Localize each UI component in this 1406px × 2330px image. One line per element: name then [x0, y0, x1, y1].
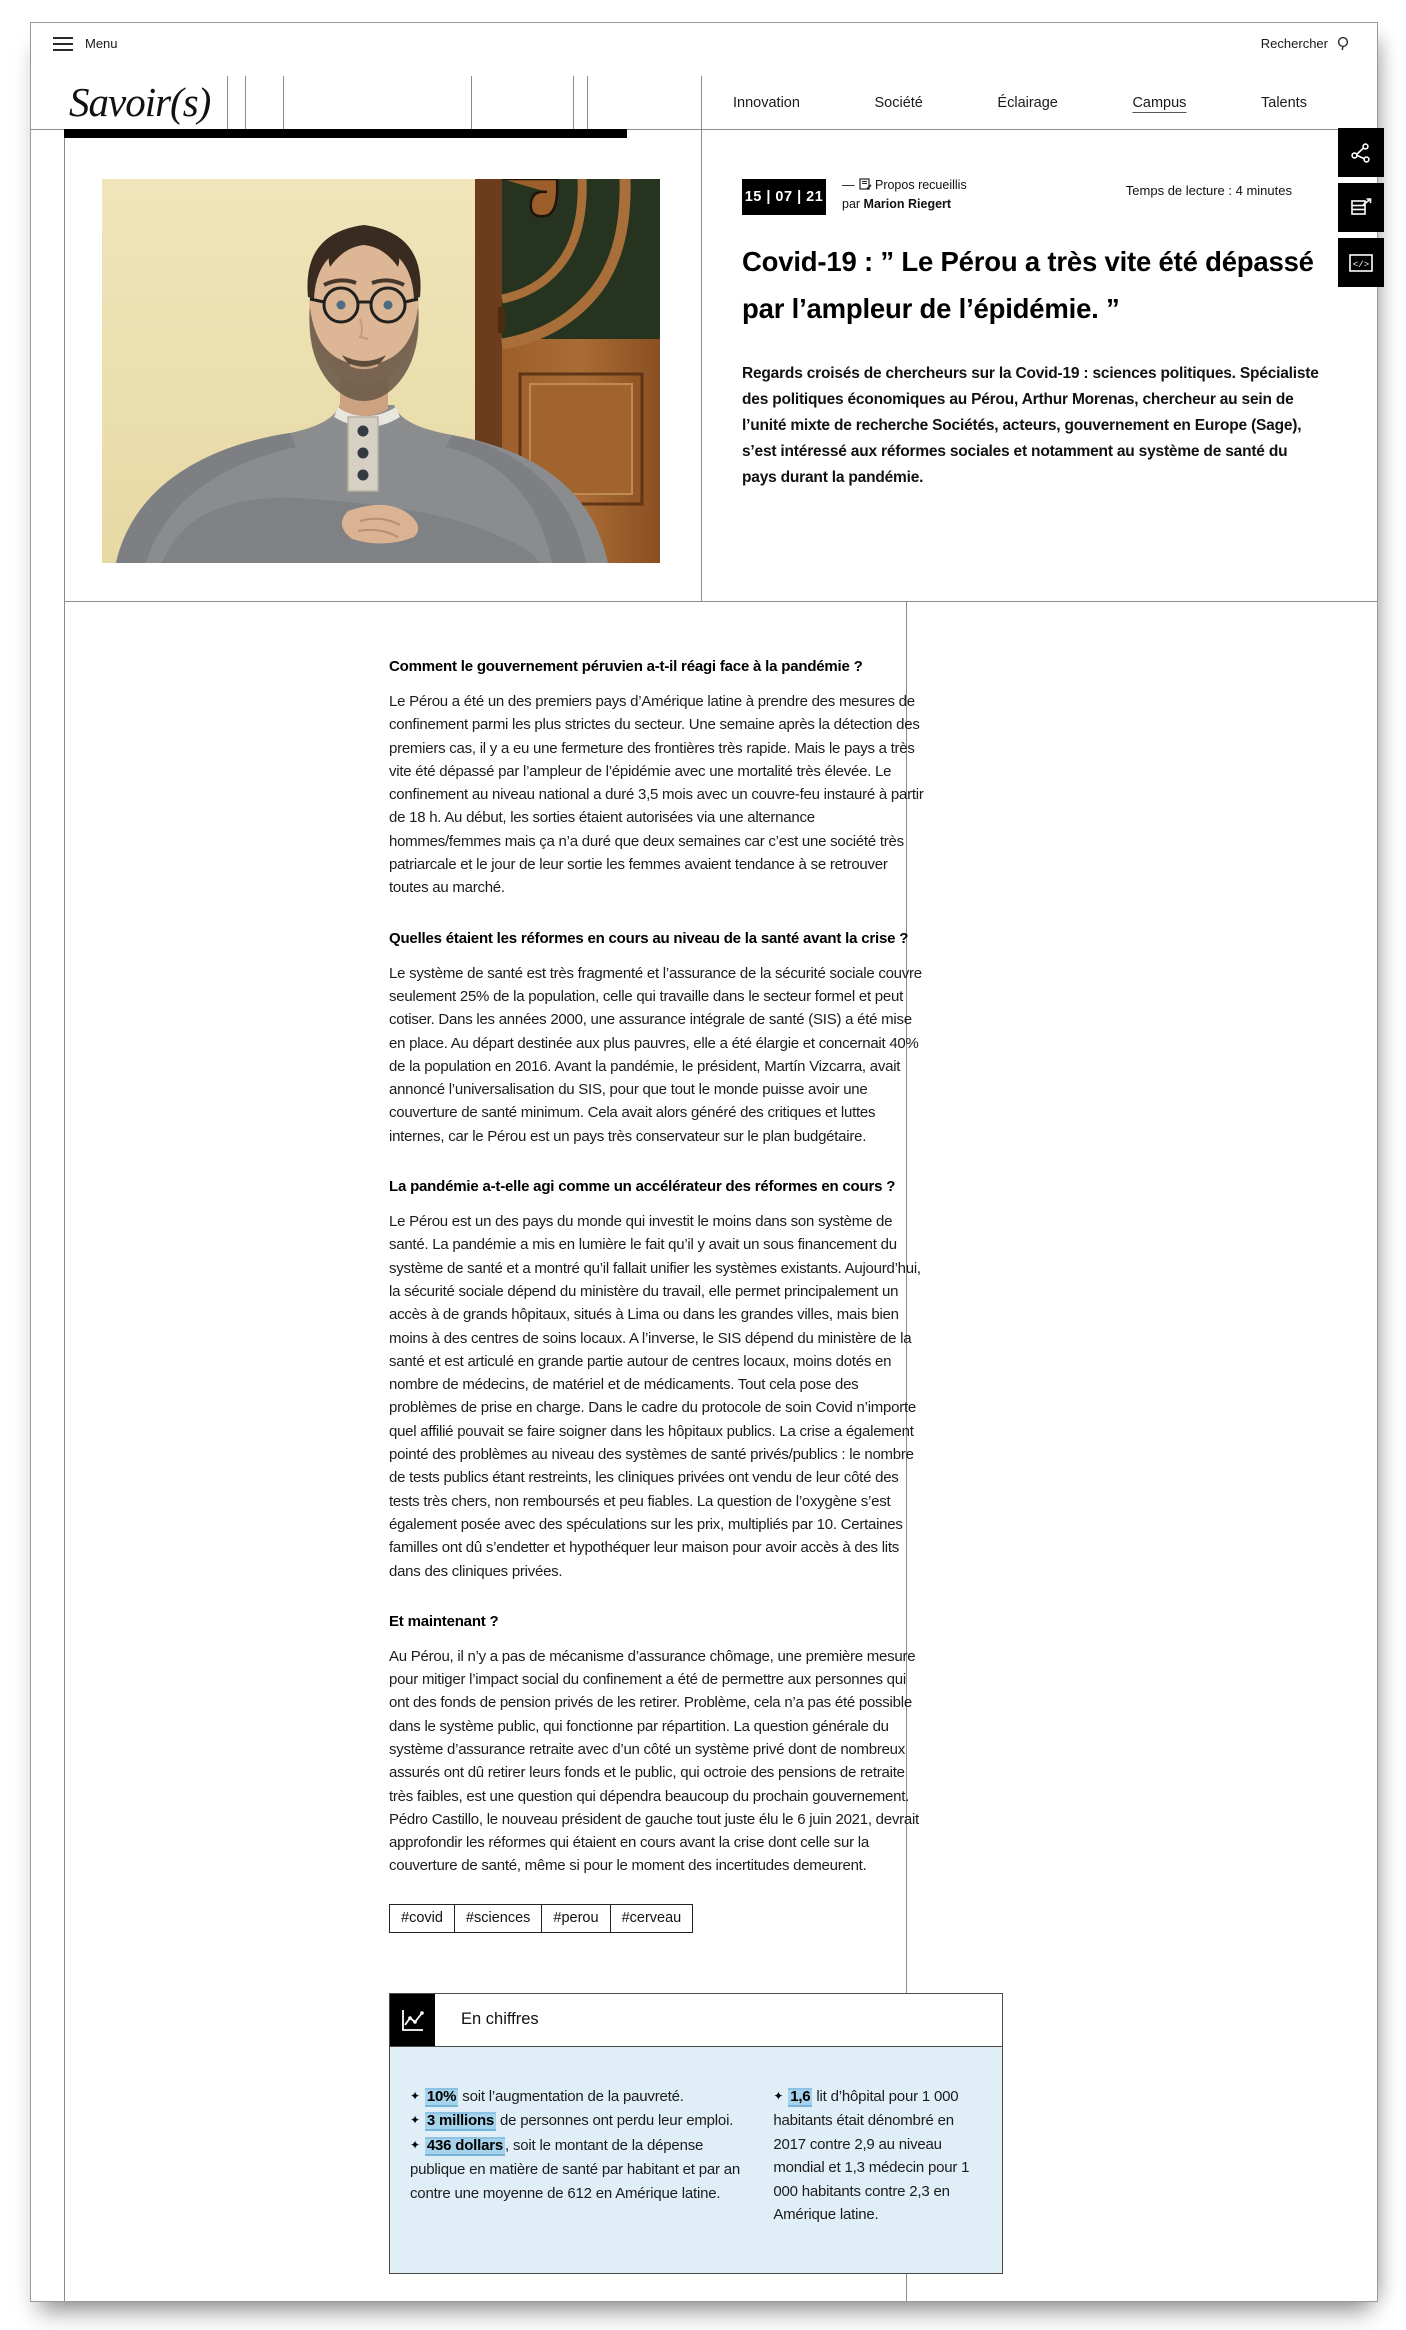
stat-bullet-icon: ✦ [773, 2088, 784, 2103]
embed-code-icon [1348, 253, 1374, 273]
byline-text: Propos recueillis [874, 178, 967, 192]
article-photo [102, 179, 660, 563]
question-2: Quelles étaient les réformes en cours au niveau de la santé avant la crise ? [389, 929, 909, 947]
answer-2: Le système de santé est très fragmenté et l’assurance de la sécurité sociale couvre seulement 25% de la population, celle qui travaille dans le secteur formel et peut cotiser. Dans les années 2000, une assurance intégrale de santé (SIS) a été mise en place. Au départ destinée aux plus pauvres, elle a été élargie et concernait 40% de la population en 2016. Avant la pandémie, le président, Martín Vizcarra, avait annoncé l’universalisation du SIS, pour que tout le monde puisse avoir une couverture de santé minimum. Cela avait alors généré des critiques et luttes internes, car le Pérou est un pays très conservateur sur le plan budgétaire. [389, 964, 922, 1145]
reading-time: Temps de lecture : 4 minutes [1125, 183, 1292, 198]
search-label: Rechercher [1260, 36, 1328, 51]
nav-item-talents[interactable]: Talents [1261, 94, 1307, 111]
masthead-divider [587, 76, 588, 129]
masthead [31, 76, 1377, 130]
article-body [389, 658, 970, 2274]
search-button[interactable] [1261, 36, 1351, 51]
masthead-divider [471, 76, 472, 129]
article-container [64, 138, 1377, 2301]
open-article-icon [1348, 196, 1374, 220]
figures-box-title: En chiffres [461, 2010, 539, 2029]
stat-item [773, 2085, 984, 2227]
masthead-divider [573, 76, 574, 129]
embed-code-button[interactable] [1338, 238, 1384, 287]
byline-dash: — [842, 178, 855, 192]
stat-text: , soit le montant de la dépense publique en matière de santé par habitant et par an contre une moyenne de 612 en Amérique latine. [410, 2136, 741, 2202]
stat-item [410, 2085, 753, 2110]
nav-item-innovation[interactable]: Innovation [733, 94, 800, 111]
figures-box [389, 1993, 1003, 2274]
nav-item-eclairage[interactable]: Éclairage [997, 94, 1058, 111]
stat-bullet-icon: ✦ [410, 2113, 420, 2128]
masthead-divider [283, 76, 284, 129]
menu-button[interactable] [53, 36, 118, 51]
question-4: Et maintenant ? [389, 1612, 499, 1630]
stat-text: lit d’hôpital pour 1 000 habitants était dénombré en 2017 contre 2,9 au niveau mondial et 1,3 médecin pour 1 000 habitants contre 2,3 en Amérique latine. [773, 2087, 970, 2224]
stat-item [410, 2109, 753, 2134]
figures-column-left [410, 2085, 753, 2227]
menu-label: Menu [85, 36, 118, 51]
chart-icon [390, 1994, 435, 2046]
figures-box-content [390, 2046, 1002, 2273]
search-icon [1336, 36, 1351, 51]
tag-cerveau[interactable]: #cerveau [610, 1904, 694, 1933]
stat-highlight: 3 millions [426, 2112, 495, 2130]
share-icon [1349, 141, 1373, 165]
question-3: La pandémie a-t-elle agi comme un accélérateur des réformes en cours ? [389, 1178, 896, 1196]
site-logo[interactable]: Savoir(s) [69, 79, 211, 125]
svg-text:</>: </> [1352, 259, 1370, 270]
open-article-button[interactable] [1338, 183, 1384, 232]
byline [842, 176, 967, 214]
question-1: Comment le gouvernement péruvien a-t-il réagi face à la pandémie ? [389, 658, 863, 675]
nav-item-societe[interactable]: Société [874, 94, 923, 111]
stat-highlight: 10% [426, 2087, 457, 2105]
nav-item-campus[interactable]: Campus [1132, 94, 1187, 111]
masthead-divider [227, 76, 228, 129]
stat-item [410, 2134, 753, 2206]
menu-icon [53, 37, 73, 51]
stat-highlight: 1,6 [790, 2087, 811, 2105]
main-nav [733, 76, 1307, 129]
stat-bullet-icon: ✦ [410, 2137, 420, 2152]
stat-highlight: 436 dollars [426, 2136, 504, 2154]
stat-bullet-icon: ✦ [410, 2088, 420, 2103]
stat-text: de personnes ont perdu leur emploi. [496, 2112, 734, 2130]
tag-sciences[interactable]: #sciences [454, 1904, 542, 1933]
tag-perou[interactable]: #perou [541, 1904, 610, 1933]
byline-author[interactable]: Marion Riegert [863, 197, 952, 211]
article-title: Covid-19 : ” Le Pérou a très vite été dépassé par l’ampleur de l’épidémie. ” [742, 246, 1314, 324]
top-bar [31, 23, 1377, 77]
stat-text: soit l’augmentation de la pauvreté. [458, 2087, 684, 2105]
answer-1: Le Pérou a été un des premiers pays d’Amérique latine à prendre des mesures de confinement parmi les plus strictes du secteur. Une semaine après la détection des premiers cas, il y a eu une fermeture des frontières très rapide. Mais le pays a très vite été dépassé par l’ampleur de l’épidémie avec une mortalité très élevée. Le confinement au niveau national a duré 3,5 mois avec un couvre-feu instauré à partir de 18 h. Au début, les sorties étaient autorisées via une alternance hommes/femmes mais ça n’a duré que deux semaines car c’est une société très patriarcale et le jour de leur sortie les femmes avaient tendance à se retrouver toutes au marché. [389, 693, 924, 897]
byline-icon [859, 178, 872, 192]
article-header [65, 138, 1377, 602]
tag-list [389, 1904, 693, 1933]
side-action-bar [1338, 128, 1384, 287]
byline-by: par [842, 197, 864, 211]
masthead-divider [245, 76, 246, 129]
date-badge: 15 | 07 | 21 [742, 179, 826, 215]
page-card [30, 22, 1378, 2302]
answer-3: Le Pérou est un des pays du monde qui investit le moins dans son système de santé. La pandémie a mis en lumière le fait qu’il y avait un sous financement du système de santé et a montré qu’il fallait unifier les systèmes existants. Aujourd’hui, la sécurité sociale dépend du ministère du travail, elle permet principalement un accès à de grands hôpitaux, situés à Lima ou dans les grandes villes, mais bien moins à des centres de soins locaux. A l’inverse, le SIS dépend du ministère de la santé et est articulé en grande partie autour de centres locaux, moins dotés en nombre de médecins, de matériel et de médicaments. Tout cela pose des problèmes de prise en charge. Dans le cadre du protocole de soin Covid n’importe quel affilié pouvait se faire soigner dans les hôpitaux publics. La crise a également pointé des problèmes au niveau des systèmes de santé privés/publics : le nombre de tests publics étant restreints, les cliniques privées ont vendu de leur côté des tests très chers, non remboursés et peu fiables. La question de l’oxygène s’est également posée avec des spéculations sur les prix, multipliés par 10. Certaines familles ont dû s’endetter et hypothéquer leur maison pour avoir accès à des lits dans des cliniques privées. [389, 1213, 921, 1580]
answer-4: Au Pérou, il n’y a pas de mécanisme d’assurance chômage, une première mesure pour mitiger l’impact social du confinement a été de permettre aux personnes qui ont des fonds de pension privés de les retirer. Problème, cela n’a pas été possible dans le système public, qui fonctionne par répartition. La question générale du système d’assurance retraite avec d’un côté un système privé dont de nombreux assurés ont dû retirer leurs fonds et le public, qui octroie des pensions de retraite très faibles, est une question qui dépendra beaucoup du prochain gouvernement. Pédro Castillo, le nouveau président de gauche tout juste élu le 6 juin 2021, devrait approfondir les réformes qui étaient en cours avant la crise dont celle sur la couverture de santé, même si pour le moment des incertitudes demeurent. [389, 1647, 919, 1875]
figures-column-right [773, 2085, 984, 2227]
share-button[interactable] [1338, 128, 1384, 177]
article-lead: Regards croisés de chercheurs sur la Covid-19 : sciences politiques. Spécialiste des politiques économiques au Pérou, Arthur Morenas, chercheur au sein de l’unité mixte de recherche Sociétés, acteurs, gouvernement en Europe (Sage), s’est intéressé aux réformes sociales et notamment au système de santé du pays durant la pandémie. [742, 365, 1319, 486]
tag-covid[interactable]: #covid [389, 1904, 455, 1933]
figures-box-header [390, 1994, 1002, 2046]
accent-black-bar [64, 129, 627, 138]
